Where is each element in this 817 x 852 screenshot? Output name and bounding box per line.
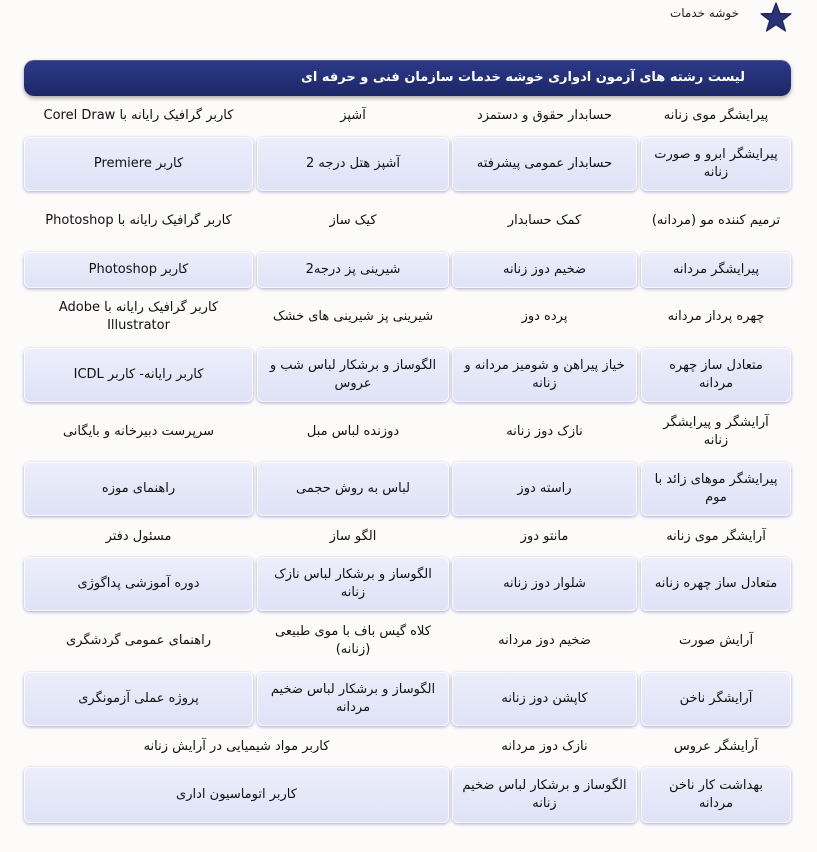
table-cell: پیرایشگر موهای زائد با موم: [641, 462, 791, 516]
table-cell: کاربر گرافیک رایانه با Photoshop: [45, 213, 232, 228]
table-cell: شیرینی پز درجه2: [257, 252, 449, 288]
table-cell: الگوساز و برشکار لباس شب و عروس: [257, 348, 449, 402]
table-row: [24, 194, 791, 248]
table-cell: آشپز: [340, 108, 366, 123]
table-cell: پیرایشگر مردانه: [641, 252, 791, 288]
table-row: [24, 348, 791, 402]
table-row: [24, 672, 791, 726]
table-cell: راسته دوز: [452, 462, 637, 516]
table-cell: راهنمای عمومی گردشگری: [66, 633, 211, 648]
table-cell: متعادل ساز چهره مردانه: [641, 348, 791, 402]
table-cell: ترمیم کننده مو (مردانه): [651, 213, 781, 228]
table-cell: آرایشگر ناخن: [641, 672, 791, 726]
table-cell: خیاز پیراهن و شومیز مردانه و زنانه: [452, 348, 637, 402]
table-cell: لباس به روش حجمی: [257, 462, 449, 516]
table-cell: بهداشت کار ناخن مردانه: [641, 767, 791, 823]
table-row: [24, 252, 791, 288]
table-cell: آرایشگر و پیرایشگر زنانه: [663, 415, 769, 448]
table-cell: کمک حسابدار: [507, 213, 582, 228]
table-cell: الگوساز و برشکار لباس ضخیم مردانه: [257, 672, 449, 726]
table-cell: الگو ساز: [329, 529, 377, 544]
table-cell: چهره پرداز مردانه: [667, 309, 765, 324]
table-cell: پروژه عملی آزمونگری: [24, 672, 253, 726]
table-title: لیست رشته های آزمون ادواری خوشه خدمات سازمان فنی و حرفه ای: [24, 60, 791, 96]
table-cell: سرپرست دبیرخانه و بایگانی: [62, 424, 215, 439]
table-row: [24, 614, 791, 668]
table-cell: حسابدار حقوق و دستمزد: [476, 108, 613, 123]
table-cell-merged: کاربر مواد شیمیایی در آرایش زنانه: [143, 739, 330, 754]
table-cell: الگوساز و برشکار لباس ضخیم زنانه: [452, 767, 637, 823]
table-cell: کاربر Photoshop: [24, 252, 253, 288]
table-cell: شیرینی پز شیرینی های خشک: [272, 309, 434, 324]
table-cell: آرایشگر عروس: [673, 739, 759, 754]
table-cell: پیرایشگر موی زنانه: [663, 108, 769, 123]
star-icon: [759, 1, 793, 33]
table-cell: کاربر رایانه- کاربر ICDL: [24, 348, 253, 402]
table-cell: کاپشن دوز زنانه: [452, 672, 637, 726]
table-cell: شلوار دوز زنانه: [452, 557, 637, 611]
table-cell: دوره آموزشی پداگوژی: [24, 557, 253, 611]
table-row: [24, 557, 791, 611]
page-header: [0, 0, 817, 40]
table-cell: آرایش صورت: [678, 633, 754, 648]
table-cell: کلاه گیس باف با موی طبیعی (زنانه): [275, 624, 431, 657]
table-cell: آشپز هتل درجه 2: [257, 137, 449, 191]
table-row: [24, 137, 791, 191]
table-cell: کاربر Premiere: [24, 137, 253, 191]
table-cell: ضخیم دوز زنانه: [452, 252, 637, 288]
table-row: [24, 728, 791, 766]
table-cell: پرده دوز: [521, 309, 568, 324]
table-cell-merged: کاربر اتوماسیون اداری: [24, 767, 449, 823]
breadcrumb[interactable]: خوشه خدمات: [669, 6, 739, 20]
table-cell: متعادل ساز چهره زنانه: [641, 557, 791, 611]
table-cell: کاربر گرافیک رایانه با Corel Draw: [43, 108, 234, 123]
table-row: [24, 290, 791, 344]
table-cell: حسابدار عمومی پیشرفته: [452, 137, 637, 191]
table-cell: مسئول دفتر: [105, 529, 172, 544]
table-cell: کاربر گرافیک رایانه با Adobe Illustrator: [58, 300, 219, 333]
table-row: [24, 96, 791, 136]
table-row: [24, 462, 791, 516]
table-cell: پیرایشگر ابرو و صورت زنانه: [641, 137, 791, 191]
table-cell: راهنمای موزه: [24, 462, 253, 516]
table-cell: نازک دوز زنانه: [506, 424, 583, 439]
table-cell: کیک ساز: [329, 213, 377, 228]
table-cell: ضخیم دوز مردانه: [498, 633, 591, 648]
table-cell: آرایشگر موی زنانه: [666, 529, 766, 544]
table-row: [24, 767, 791, 823]
table-cell: دوزنده لباس مبل: [306, 424, 400, 439]
table-cell: نازک دوز مردانه: [501, 739, 588, 754]
table-cell: الگوساز و برشکار لباس نازک زنانه: [257, 557, 449, 611]
table-row: [24, 405, 791, 459]
table-cell: مانتو دوز: [520, 529, 569, 544]
table-row: [24, 518, 791, 556]
